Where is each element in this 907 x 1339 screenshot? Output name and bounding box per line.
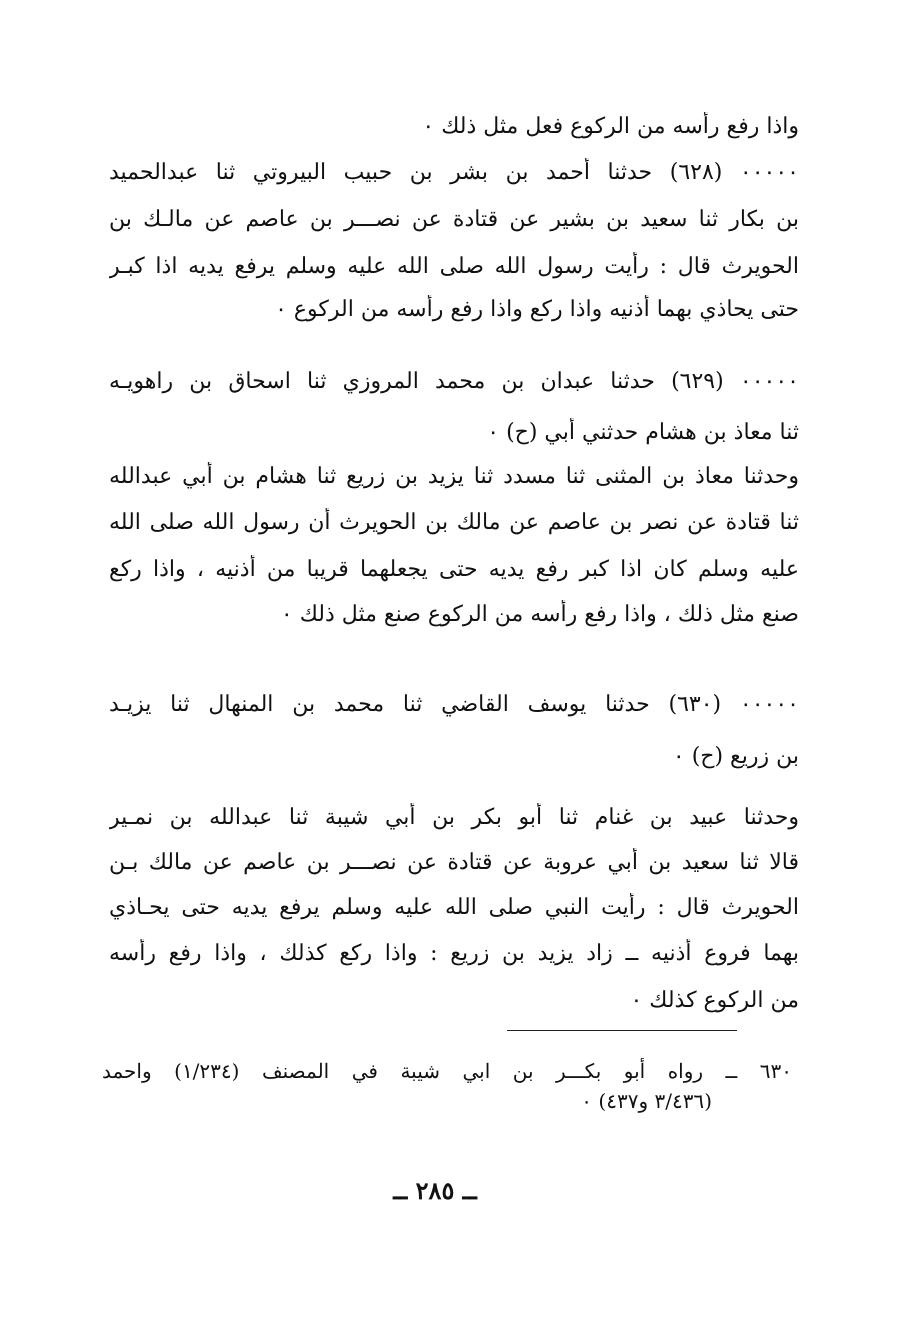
body-line-6: ٠٠٠٠٠ (٦٢٩) حدثنا عبدان بن محمد المروزي ثنا اسحاق بن راهويـه <box>109 369 799 394</box>
body-line-16: الحويرث قال : رأيت النبي صلى الله عليه وسلم يرفع يديه حتى يحـاذي <box>109 895 799 920</box>
body-line-4: الحويرث قال : رأيت رسول الله صلى الله عليه وسلم يرفع يديه اذا كبـر <box>109 254 799 279</box>
page-number: ــ ٢٨٥ ــ <box>393 1176 477 1205</box>
body-line-8: وحدثنا معاذ بن المثنى ثنا مسدد ثنا يزيد بن زريع ثنا هشام بن أبي عبدالله <box>109 464 799 489</box>
body-line-11: صنع مثل ذلك ، واذا رفع رأسه من الركوع صنع مثل ذلك ٠ <box>280 602 799 627</box>
body-line-13: بن زريع (ح) ٠ <box>672 744 799 769</box>
footnote-line-2: (٣/٤٣٦ و٤٣٧) ٠ <box>581 1089 712 1113</box>
body-line-12: ٠٠٠٠٠ (٦٣٠) حدثنا يوسف القاضي ثنا محمد بن المنهال ثنا يزيـد <box>109 692 799 717</box>
body-line-14: وحدثنا عبيد بن غنام ثنا أبو بكر بن أبي شيبة ثنا عبدالله بن نمـير <box>109 805 799 830</box>
body-line-2: ٠٠٠٠٠ (٦٢٨) حدثنا أحمد بن بشر بن حبيب البيروتي ثنا عبدالحميد <box>109 160 799 185</box>
body-line-15: قالا ثنا سعيد بن أبي عروبة عن قتادة عن نصـــر بن عاصم عن مالك بـن <box>109 850 799 875</box>
body-line-9: ثنا قتادة عن نصر بن عاصم عن مالك بن الحويرث أن رسول الله صلى الله <box>109 510 799 535</box>
body-line-5: حتى يحاذي بهما أذنيه واذا ركع واذا رفع رأسه من الركوع ٠ <box>275 297 799 322</box>
body-line-17: بهما فروع أذنيه ــ زاد يزيد بن زريع : واذا ركع كذلك ، واذا رفع رأسه <box>109 941 799 966</box>
body-line-10: عليه وسلم كان اذا كبر رفع يديه حتى يجعلهما قريبا من أذنيه ، واذا ركع <box>109 557 799 582</box>
body-line-3: بن بكار ثنا سعيد بن بشير عن قتادة عن نصـــر بن عاصم عن مالـك بن <box>109 207 799 232</box>
body-line-1: واذا رفع رأسه من الركوع فعل مثل ذلك ٠ <box>422 114 799 139</box>
footnote-line-1: ٦٣٠ ــ رواه أبو بكـــر بن ابي شيبة في المصنف (١/٢٣٤) واحمد <box>102 1059 792 1083</box>
footnote-separator <box>507 1030 737 1031</box>
body-line-7: ثنا معاذ بن هشام حدثني أبي (ح) ٠ <box>487 420 799 445</box>
body-line-18: من الركوع كذلك ٠ <box>630 988 799 1013</box>
